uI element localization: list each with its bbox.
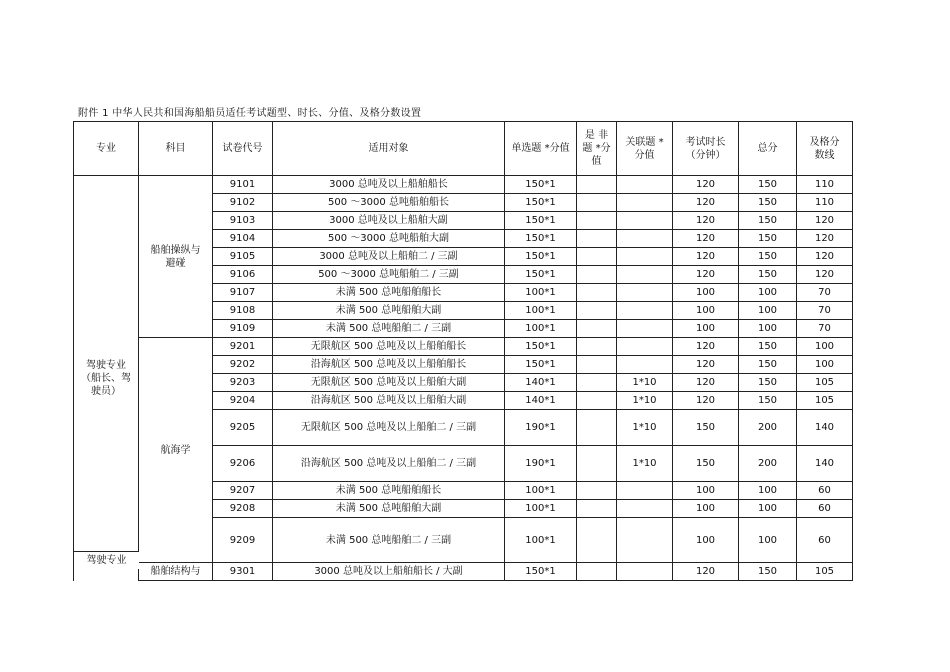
subject-cell: 船舶操纵与避碰 <box>139 176 213 338</box>
true-false-cell <box>577 338 617 356</box>
pass-score-cell: 60 <box>797 482 853 500</box>
duration-cell: 120 <box>673 338 739 356</box>
true-false-cell <box>577 320 617 338</box>
specialty-cell: 驾驶专业（船长、驾驶员） <box>74 176 139 581</box>
total-score-cell: 150 <box>739 374 797 392</box>
true-false-cell <box>577 212 617 230</box>
true-false-cell <box>577 176 617 194</box>
total-score-cell: 100 <box>739 518 797 563</box>
true-false-cell <box>577 356 617 374</box>
duration-cell: 120 <box>673 230 739 248</box>
pass-score-cell: 120 <box>797 212 853 230</box>
target-cell: 3000 总吨及以上船舶大副 <box>273 212 505 230</box>
single-choice-cell: 150*1 <box>505 248 577 266</box>
code-cell: 9206 <box>213 446 273 482</box>
true-false-cell <box>577 518 617 563</box>
duration-cell: 120 <box>673 248 739 266</box>
target-cell: 无限航区 500 总吨及以上船舶船长 <box>273 338 505 356</box>
total-score-cell: 150 <box>739 266 797 284</box>
true-false-cell <box>577 302 617 320</box>
linked-question-cell <box>617 266 673 284</box>
pass-score-cell: 140 <box>797 446 853 482</box>
code-cell: 9101 <box>213 176 273 194</box>
code-cell: 9202 <box>213 356 273 374</box>
duration-cell: 120 <box>673 266 739 284</box>
pass-score-cell: 60 <box>797 518 853 563</box>
duration-cell: 100 <box>673 302 739 320</box>
linked-question-cell: 1*10 <box>617 446 673 482</box>
total-score-cell: 150 <box>739 230 797 248</box>
target-cell: 未满 500 总吨船舶船长 <box>273 284 505 302</box>
single-choice-cell: 150*1 <box>505 212 577 230</box>
code-cell: 9301 <box>213 563 273 581</box>
single-choice-cell: 100*1 <box>505 302 577 320</box>
header-cell: 及格分数线 <box>797 122 853 176</box>
true-false-cell <box>577 392 617 410</box>
single-choice-cell: 140*1 <box>505 392 577 410</box>
duration-cell: 120 <box>673 356 739 374</box>
linked-question-cell <box>617 563 673 581</box>
linked-question-cell <box>617 320 673 338</box>
target-cell: 500 ～3000 总吨船舶大副 <box>273 230 505 248</box>
header-cell: 试卷代号 <box>213 122 273 176</box>
duration-cell: 150 <box>673 410 739 446</box>
header-cell: 单选题 *分值 <box>505 122 577 176</box>
total-score-cell: 150 <box>739 392 797 410</box>
linked-question-cell <box>617 194 673 212</box>
linked-question-cell <box>617 176 673 194</box>
linked-question-cell <box>617 356 673 374</box>
code-cell: 9109 <box>213 320 273 338</box>
true-false-cell <box>577 248 617 266</box>
pass-score-cell: 105 <box>797 374 853 392</box>
total-score-cell: 150 <box>739 338 797 356</box>
table-row <box>74 563 853 581</box>
true-false-cell <box>577 563 617 581</box>
true-false-cell <box>577 230 617 248</box>
pass-score-cell: 110 <box>797 176 853 194</box>
duration-cell: 120 <box>673 176 739 194</box>
single-choice-cell: 100*1 <box>505 320 577 338</box>
pass-score-cell: 70 <box>797 284 853 302</box>
single-choice-cell: 150*1 <box>505 338 577 356</box>
total-score-cell: 100 <box>739 482 797 500</box>
duration-cell: 120 <box>673 194 739 212</box>
code-cell: 9203 <box>213 374 273 392</box>
duration-cell: 100 <box>673 518 739 563</box>
duration-cell: 100 <box>673 284 739 302</box>
single-choice-cell: 190*1 <box>505 446 577 482</box>
single-choice-cell: 100*1 <box>505 284 577 302</box>
header-cell: 是 非 题 *分值 <box>577 122 617 176</box>
header-cell: 适用对象 <box>273 122 505 176</box>
single-choice-cell: 140*1 <box>505 374 577 392</box>
code-cell: 9103 <box>213 212 273 230</box>
header-cell: 专业 <box>74 122 139 176</box>
pass-score-cell: 70 <box>797 302 853 320</box>
linked-question-cell <box>617 248 673 266</box>
total-score-cell: 100 <box>739 302 797 320</box>
code-cell: 9108 <box>213 302 273 320</box>
code-cell: 9102 <box>213 194 273 212</box>
code-cell: 9205 <box>213 410 273 446</box>
pass-score-cell: 120 <box>797 248 853 266</box>
target-cell: 未满 500 总吨船舶二 / 三副 <box>273 320 505 338</box>
target-cell: 沿海航区 500 总吨及以上船舶大副 <box>273 392 505 410</box>
linked-question-cell: 1*10 <box>617 410 673 446</box>
duration-cell: 120 <box>673 392 739 410</box>
linked-question-cell <box>617 482 673 500</box>
linked-question-cell <box>617 338 673 356</box>
pass-score-cell: 100 <box>797 356 853 374</box>
true-false-cell <box>577 194 617 212</box>
true-false-cell <box>577 482 617 500</box>
linked-question-cell <box>617 284 673 302</box>
target-cell: 无限航区 500 总吨及以上船舶大副 <box>273 374 505 392</box>
target-cell: 未满 500 总吨船舶大副 <box>273 500 505 518</box>
duration-cell: 150 <box>673 446 739 482</box>
true-false-cell <box>577 410 617 446</box>
single-choice-cell: 150*1 <box>505 563 577 581</box>
pass-score-cell: 120 <box>797 230 853 248</box>
code-cell: 9208 <box>213 500 273 518</box>
total-score-cell: 150 <box>739 212 797 230</box>
linked-question-cell <box>617 302 673 320</box>
total-score-cell: 200 <box>739 410 797 446</box>
table-row <box>74 176 853 194</box>
linked-question-cell <box>617 500 673 518</box>
target-cell: 未满 500 总吨船舶二 / 三副 <box>273 518 505 563</box>
code-cell: 9207 <box>213 482 273 500</box>
code-cell: 9105 <box>213 248 273 266</box>
total-score-cell: 200 <box>739 446 797 482</box>
pass-score-cell: 105 <box>797 392 853 410</box>
pass-score-cell: 120 <box>797 266 853 284</box>
header-cell: 关联题 *分值 <box>617 122 673 176</box>
target-cell: 沿海航区 500 总吨及以上船舶二 / 三副 <box>273 446 505 482</box>
specialty-2-label: 驾驶专业 <box>74 551 139 569</box>
duration-cell: 100 <box>673 500 739 518</box>
document-caption: 附件 1 中华人民共和国海船船员适任考试题型、时长、分值、及格分数设置 <box>78 108 422 119</box>
target-cell: 3000 总吨及以上船舶船长 <box>273 176 505 194</box>
single-choice-cell: 150*1 <box>505 230 577 248</box>
single-choice-cell: 150*1 <box>505 194 577 212</box>
duration-cell: 120 <box>673 212 739 230</box>
true-false-cell <box>577 446 617 482</box>
linked-question-cell: 1*10 <box>617 374 673 392</box>
single-choice-cell: 150*1 <box>505 176 577 194</box>
header-cell: 考试时长（分钟） <box>673 122 739 176</box>
target-cell: 500 ～3000 总吨船舶二 / 三副 <box>273 266 505 284</box>
subject-cell: 船舶结构与 <box>139 563 213 581</box>
duration-cell: 100 <box>673 482 739 500</box>
code-cell: 9107 <box>213 284 273 302</box>
linked-question-cell: 1*10 <box>617 392 673 410</box>
target-cell: 无限航区 500 总吨及以上船舶二 / 三副 <box>273 410 505 446</box>
linked-question-cell <box>617 212 673 230</box>
single-choice-cell: 100*1 <box>505 518 577 563</box>
code-cell: 9204 <box>213 392 273 410</box>
pass-score-cell: 140 <box>797 410 853 446</box>
total-score-cell: 150 <box>739 563 797 581</box>
table-row <box>74 338 853 356</box>
single-choice-cell: 100*1 <box>505 500 577 518</box>
total-score-cell: 150 <box>739 176 797 194</box>
linked-question-cell <box>617 518 673 563</box>
true-false-cell <box>577 374 617 392</box>
pass-score-cell: 70 <box>797 320 853 338</box>
true-false-cell <box>577 266 617 284</box>
linked-question-cell <box>617 230 673 248</box>
true-false-cell <box>577 284 617 302</box>
true-false-cell <box>577 500 617 518</box>
header-cell: 总分 <box>739 122 797 176</box>
subject-cell: 航海学 <box>139 338 213 563</box>
exam-settings-table <box>73 121 853 581</box>
total-score-cell: 100 <box>739 320 797 338</box>
pass-score-cell: 105 <box>797 563 853 581</box>
total-score-cell: 100 <box>739 500 797 518</box>
pass-score-cell: 110 <box>797 194 853 212</box>
target-cell: 3000 总吨及以上船舶二 / 三副 <box>273 248 505 266</box>
total-score-cell: 150 <box>739 248 797 266</box>
pass-score-cell: 100 <box>797 338 853 356</box>
duration-cell: 120 <box>673 374 739 392</box>
duration-cell: 100 <box>673 320 739 338</box>
pass-score-cell: 60 <box>797 500 853 518</box>
total-score-cell: 150 <box>739 194 797 212</box>
target-cell: 未满 500 总吨船舶大副 <box>273 302 505 320</box>
single-choice-cell: 190*1 <box>505 410 577 446</box>
total-score-cell: 150 <box>739 356 797 374</box>
code-cell: 9106 <box>213 266 273 284</box>
target-cell: 500 ～3000 总吨船舶船长 <box>273 194 505 212</box>
single-choice-cell: 100*1 <box>505 482 577 500</box>
code-cell: 9104 <box>213 230 273 248</box>
single-choice-cell: 150*1 <box>505 356 577 374</box>
code-cell: 9209 <box>213 518 273 563</box>
target-cell: 未满 500 总吨船舶船长 <box>273 482 505 500</box>
target-cell: 沿海航区 500 总吨及以上船舶船长 <box>273 356 505 374</box>
header-cell: 科目 <box>139 122 213 176</box>
header-row <box>74 122 853 176</box>
target-cell: 3000 总吨及以上船舶船长 / 大副 <box>273 563 505 581</box>
code-cell: 9201 <box>213 338 273 356</box>
total-score-cell: 100 <box>739 284 797 302</box>
single-choice-cell: 150*1 <box>505 266 577 284</box>
duration-cell: 120 <box>673 563 739 581</box>
